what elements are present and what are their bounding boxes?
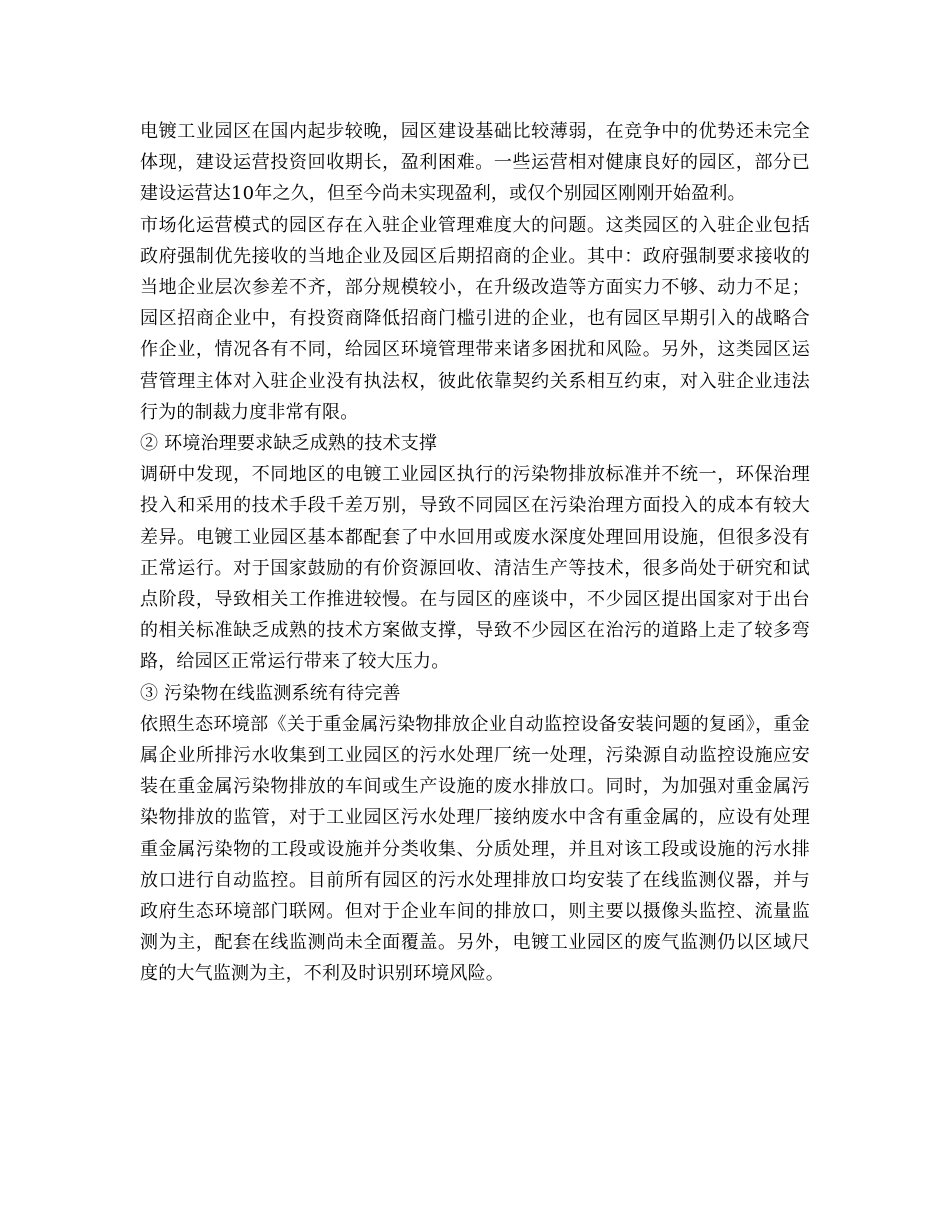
paragraph-technical-support: 调研中发现，不同地区的电镀工业园区执行的污染物排放标准并不统一，环保治理投入和采用的技术手段千差万别，导致不同园区在污染治理方面投入的成本有较大差异。电镀工业园区基本都配套了中水回用或废水深度处理回用设施，但很多没有正常运行。对于国家鼓励的有价资源回收、清洁生产等技术，很多尚处于研究和试点阶段，导致相关工作推进较慢。在与园区的座谈中，不少园区提出国家对于出台的相关标准缺乏成熟的技术方案做支撑，导致不少园区在治污的道路上走了较多弯路，给园区正常运行带来了较大压力。 — [140, 464, 810, 673]
paragraph-enterprise-management: 市场化运营模式的园区存在入驻企业管理难度大的问题。这类园区的入驻企业包括政府强制优先接收的当地企业及园区后期招商的企业。其中：政府强制要求接收的当地企业层次参差不齐，部分规模较小，在升级改造等方面实力不够、动力不足；园区招商企业中，有投资商降低招商门槛引进的企业，也有园区早期引入的战略合作企业，情况各有不同，给园区环境管理带来诸多困扰和风险。另外，这类园区运营管理主体对入驻企业没有执法权，彼此依靠契约关系相互约束，对入驻企业违法行为的制裁力度非常有限。 — [140, 214, 810, 423]
section-heading-online-monitoring: ③ 污染物在线监测系统有待完善 — [140, 682, 401, 704]
paragraph-online-monitoring: 依照生态环境部《关于重金属污染物排放企业自动监控设备安装问题的复函》，重金属企业所排污水收集到工业园区的污水处理厂统一处理，污染源自动监控设施应安装在重金属污染物排放的车间或生产设施的废水排放口。同时，为加强对重金属污染物排放的监管，对于工业园区污水处理厂接纳废水中含有重金属的，应设有处理重金属污染物的工段或设施并分类收集、分质处理，并且对该工段或设施的污水排放口进行自动监控。目前所有园区的污水处理排放口均安装了在线监测仪器，并与政府生态环境部门联网。但对于企业车间的排放口，则主要以摄像头监控、流量监测为主，配套在线监测尚未全面覆盖。另外，电镀工业园区的废气监测仍以区域尺度的大气监测为主，不利及时识别环境风险。 — [140, 713, 810, 985]
document-body — [140, 116, 810, 990]
section-heading-technical-support: ② 环境治理要求缺乏成熟的技术支撑 — [140, 433, 438, 455]
paragraph-profitability: 电镀工业园区在国内起步较晚，园区建设基础比较薄弱，在竞争中的优势还未完全体现，建设运营投资回收期长，盈利困难。一些运营相对健康良好的园区，部分已建设运营达10年之久，但至今尚未实现盈利，或仅个别园区刚刚开始盈利。 — [140, 121, 810, 205]
